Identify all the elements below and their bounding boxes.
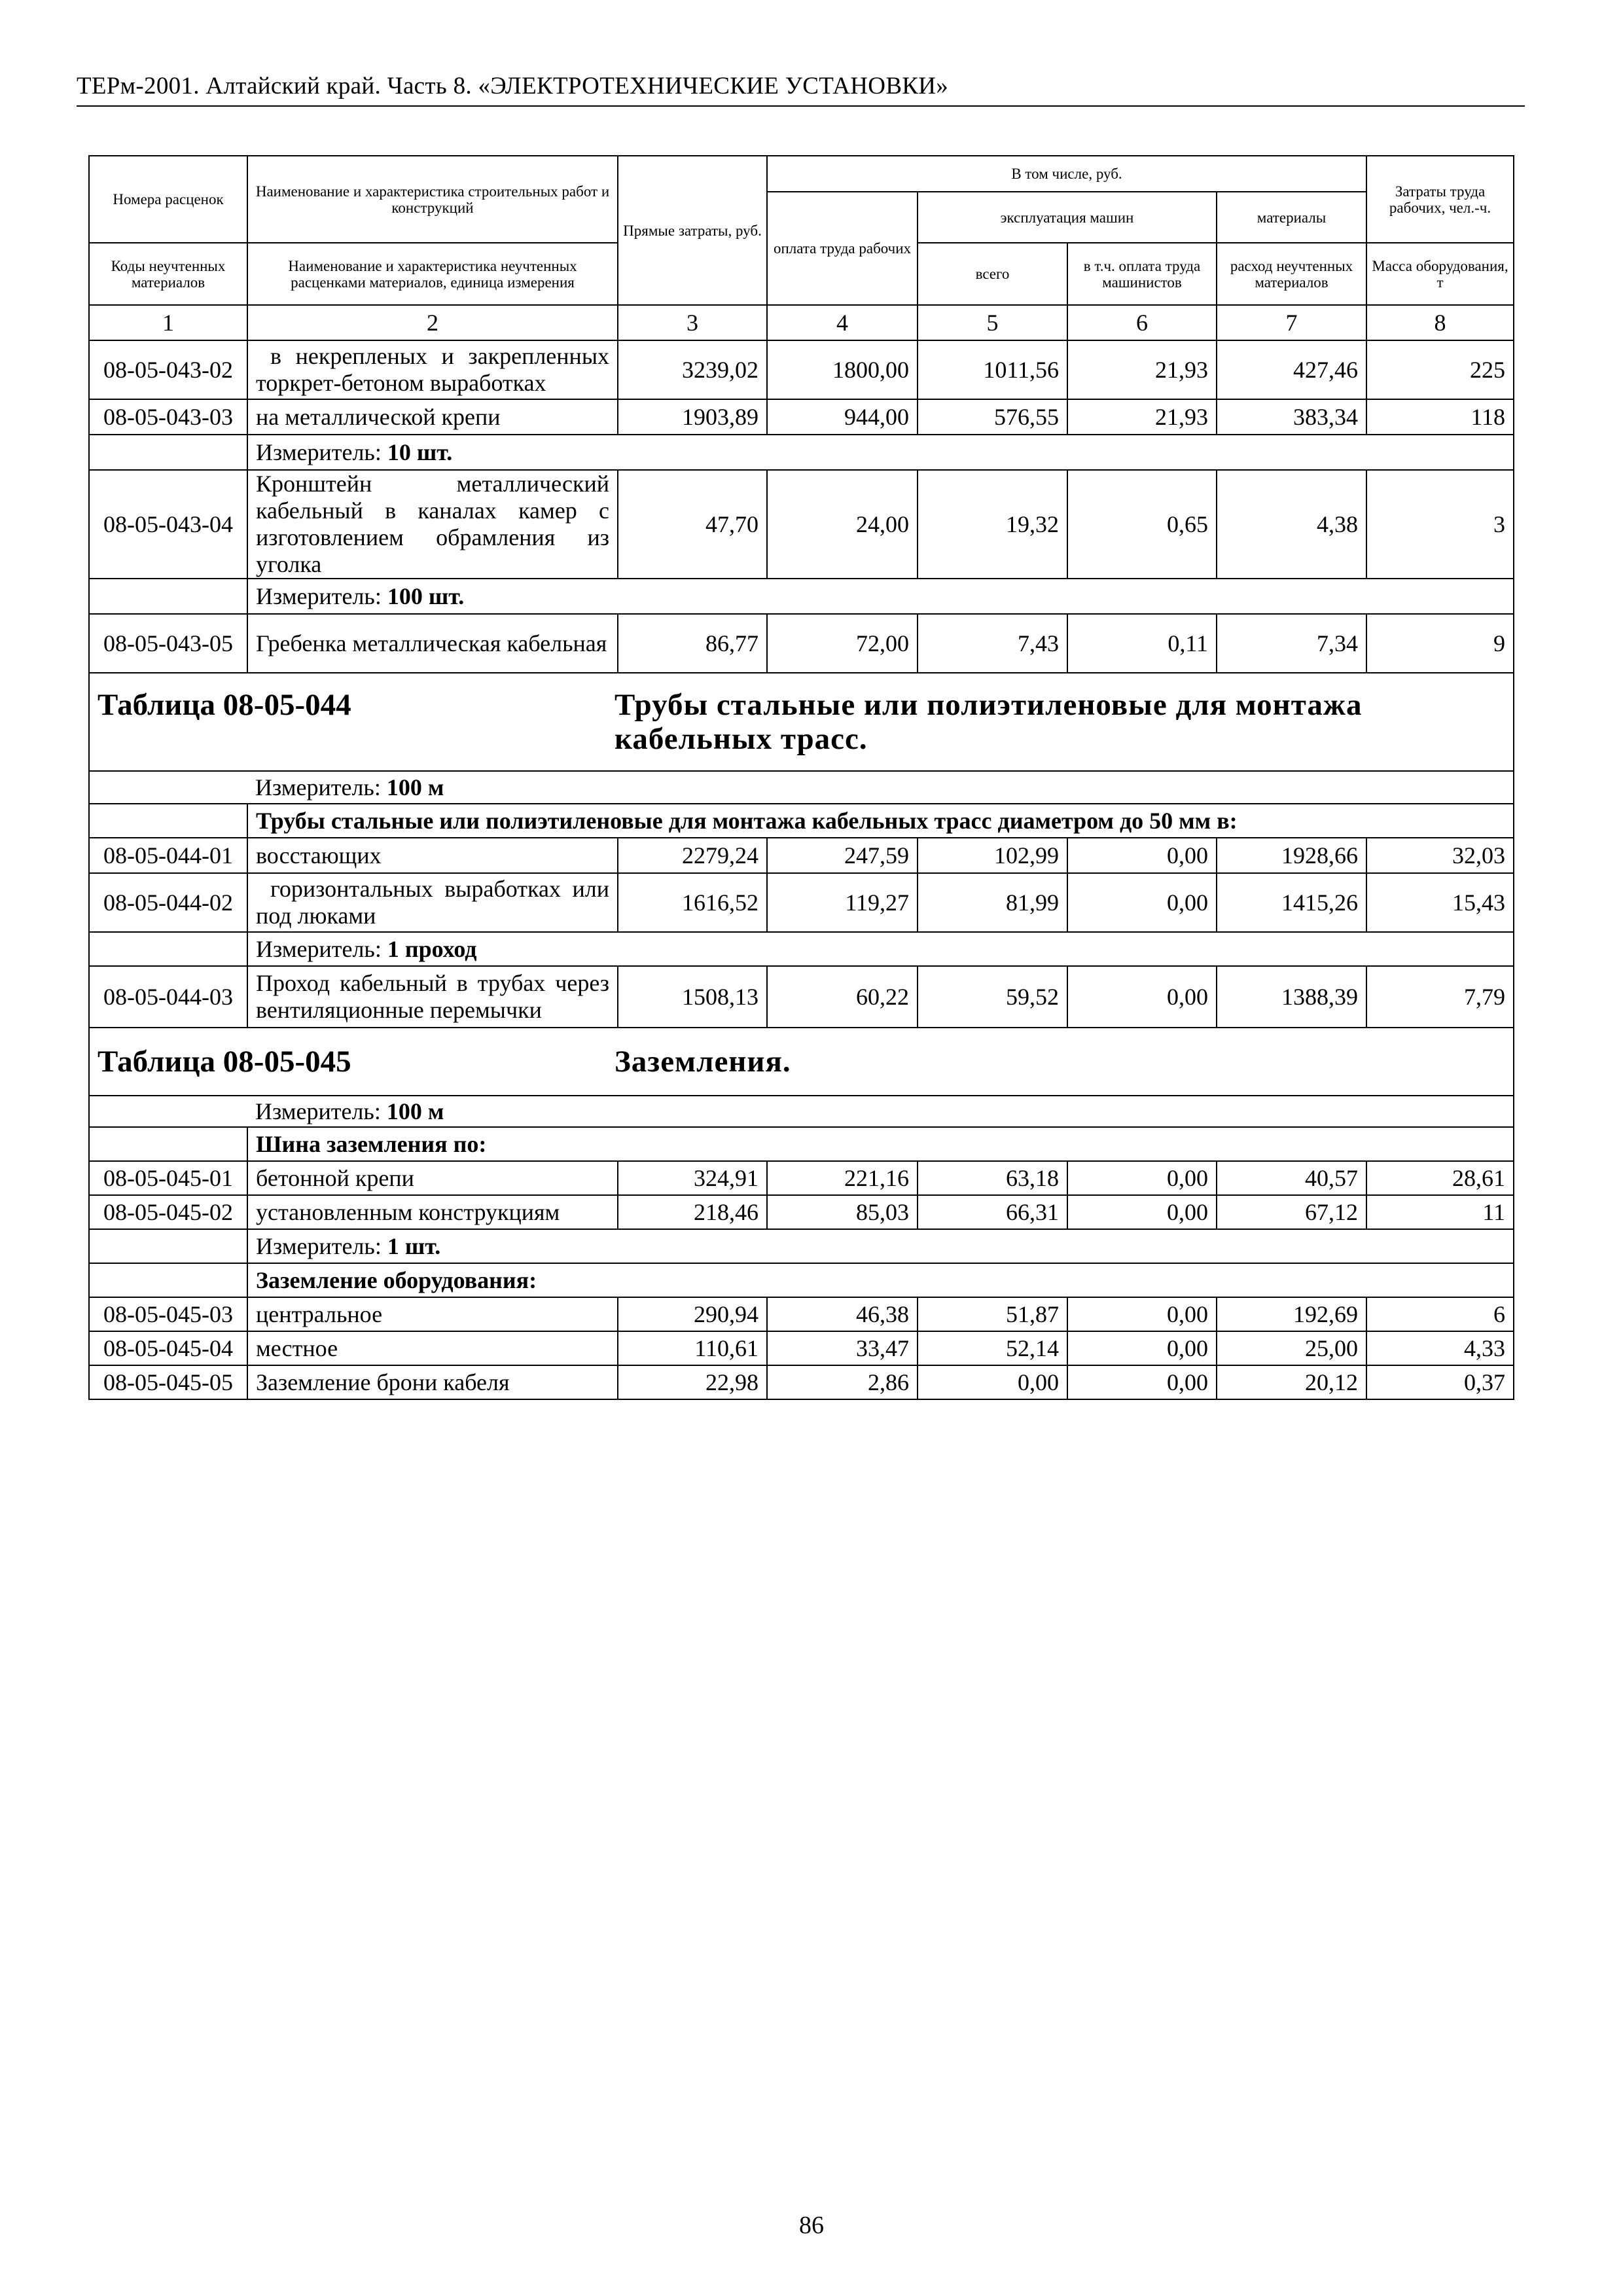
machinists-pay: 0,00 bbox=[1067, 966, 1217, 1028]
machinists-pay: 21,93 bbox=[1067, 340, 1217, 399]
labor-pay: 24,00 bbox=[767, 470, 918, 579]
table-number: Таблица 08-05-045 bbox=[98, 1045, 351, 1079]
measure-row bbox=[89, 435, 1514, 470]
measure-unit: Измеритель: 10 шт. bbox=[247, 435, 1514, 470]
direct-cost: 290,94 bbox=[618, 1297, 767, 1331]
labor-hours: 7,79 bbox=[1366, 966, 1514, 1028]
machines-total: 19,32 bbox=[918, 470, 1067, 579]
labor-hours: 32,03 bbox=[1366, 838, 1514, 873]
col-head-machines: эксплуатация машин bbox=[918, 192, 1217, 243]
page-number: 86 bbox=[799, 2212, 824, 2239]
direct-cost: 86,77 bbox=[618, 614, 767, 673]
machines-total: 576,55 bbox=[918, 399, 1067, 435]
table-row bbox=[89, 1331, 1514, 1365]
measure-row bbox=[89, 1096, 1514, 1127]
rate-name: в некрепленых и закрепленных торкрет-бетоном выработках bbox=[247, 340, 618, 399]
rate-name: восстающих bbox=[247, 838, 618, 873]
header-row-1 bbox=[89, 156, 1514, 192]
labor-hours: 3 bbox=[1366, 470, 1514, 579]
direct-cost: 218,46 bbox=[618, 1195, 767, 1229]
labor-hours: 28,61 bbox=[1366, 1161, 1514, 1195]
rate-code: 08-05-045-02 bbox=[89, 1195, 247, 1229]
col-number: 8 bbox=[1366, 305, 1514, 340]
labor-hours: 6 bbox=[1366, 1297, 1514, 1331]
materials-cost: 67,12 bbox=[1217, 1195, 1366, 1229]
group-title: Шина заземления по: bbox=[247, 1127, 1514, 1161]
materials-cost: 427,46 bbox=[1217, 340, 1366, 399]
machinists-pay: 0,65 bbox=[1067, 470, 1217, 579]
col-number: 2 bbox=[247, 305, 618, 340]
col-head-labor-pay: оплата труда рабочих bbox=[767, 192, 918, 305]
materials-cost: 25,00 bbox=[1217, 1331, 1366, 1365]
direct-cost: 1903,89 bbox=[618, 399, 767, 435]
price-table bbox=[88, 155, 1514, 1400]
col-number: 1 bbox=[89, 305, 247, 340]
machinists-pay: 0,00 bbox=[1067, 1297, 1217, 1331]
materials-cost: 1388,39 bbox=[1217, 966, 1366, 1028]
measure-row bbox=[89, 579, 1514, 614]
column-numbers-row bbox=[89, 305, 1514, 340]
labor-pay: 46,38 bbox=[767, 1297, 918, 1331]
machines-total: 102,99 bbox=[918, 838, 1067, 873]
labor-pay: 944,00 bbox=[767, 399, 918, 435]
direct-cost: 2279,24 bbox=[618, 838, 767, 873]
measure-row bbox=[89, 771, 1514, 804]
materials-cost: 20,12 bbox=[1217, 1365, 1366, 1399]
table-title: Трубы стальные или полиэтиленовые для монтажа кабельных трасс. bbox=[615, 688, 1363, 756]
col-head-total: всего bbox=[918, 243, 1067, 305]
materials-cost: 192,69 bbox=[1217, 1297, 1366, 1331]
labor-pay: 2,86 bbox=[767, 1365, 918, 1399]
labor-hours: 4,33 bbox=[1366, 1331, 1514, 1365]
direct-cost: 110,61 bbox=[618, 1331, 767, 1365]
table-row bbox=[89, 399, 1514, 435]
col-number: 4 bbox=[767, 305, 918, 340]
group-row bbox=[89, 1263, 1514, 1297]
machines-total: 52,14 bbox=[918, 1331, 1067, 1365]
labor-pay: 119,27 bbox=[767, 873, 918, 932]
col-number: 5 bbox=[918, 305, 1067, 340]
col-head-direct: Прямые затраты, руб. bbox=[618, 156, 767, 305]
rate-name: местное bbox=[247, 1331, 618, 1365]
rate-code: 08-05-045-01 bbox=[89, 1161, 247, 1195]
labor-hours: 225 bbox=[1366, 340, 1514, 399]
group-title: Трубы стальные или полиэтиленовые для монтажа кабельных трасс диаметром до 50 мм в: bbox=[247, 804, 1514, 838]
table-row bbox=[89, 1195, 1514, 1229]
rate-code: 08-05-043-04 bbox=[89, 470, 247, 579]
col-number: 7 bbox=[1217, 305, 1366, 340]
machinists-pay: 0,00 bbox=[1067, 873, 1217, 932]
direct-cost: 22,98 bbox=[618, 1365, 767, 1399]
col-number: 6 bbox=[1067, 305, 1217, 340]
direct-cost: 324,91 bbox=[618, 1161, 767, 1195]
rate-name: горизонтальных выработках или под люками bbox=[247, 873, 618, 932]
rate-name: Заземление брони кабеля bbox=[247, 1365, 618, 1399]
rate-name: бетонной крепи bbox=[247, 1161, 618, 1195]
labor-pay: 1800,00 bbox=[767, 340, 918, 399]
rate-name: установленным конструкциям bbox=[247, 1195, 618, 1229]
labor-pay: 247,59 bbox=[767, 838, 918, 873]
measure-unit: Измеритель: 100 шт. bbox=[247, 579, 1514, 614]
running-header: ТЕРм-2001. Алтайский край. Часть 8. «ЭЛЕКТРОТЕХНИЧЕСКИЕ УСТАНОВКИ» bbox=[77, 72, 1525, 107]
materials-cost: 40,57 bbox=[1217, 1161, 1366, 1195]
table-title: Заземления. bbox=[615, 1045, 791, 1079]
group-title: Заземление оборудования: bbox=[247, 1263, 1514, 1297]
materials-cost: 7,34 bbox=[1217, 614, 1366, 673]
col-head-mat-names: Наименование и характеристика неучтенных расценками материалов, единица измерения bbox=[247, 243, 618, 305]
table-row bbox=[89, 1365, 1514, 1399]
group-row bbox=[89, 1127, 1514, 1161]
measure-row bbox=[89, 1229, 1514, 1263]
labor-hours: 9 bbox=[1366, 614, 1514, 673]
table-row bbox=[89, 340, 1514, 399]
col-head-name: Наименование и характеристика строительных работ и конструкций bbox=[247, 156, 618, 243]
direct-cost: 47,70 bbox=[618, 470, 767, 579]
rate-code: 08-05-044-01 bbox=[89, 838, 247, 873]
table-row bbox=[89, 1297, 1514, 1331]
measure-row bbox=[89, 932, 1514, 966]
col-head-labor: Затраты труда рабочих, чел.-ч. bbox=[1366, 156, 1514, 243]
rate-name: Кронштейн металлический кабельный в каналах камер с изготовлением обрамления из уголка bbox=[247, 470, 618, 579]
machinists-pay: 0,11 bbox=[1067, 614, 1217, 673]
machines-total: 7,43 bbox=[918, 614, 1067, 673]
rate-code: 08-05-044-02 bbox=[89, 873, 247, 932]
labor-pay: 60,22 bbox=[767, 966, 918, 1028]
col-head-mass: Масса оборудования, т bbox=[1366, 243, 1514, 305]
measure-unit: Измеритель: 1 проход bbox=[247, 932, 1514, 966]
rate-name: Гребенка металлическая кабельная bbox=[247, 614, 618, 673]
table-heading-row bbox=[89, 1028, 1514, 1096]
materials-cost: 1928,66 bbox=[1217, 838, 1366, 873]
labor-pay: 221,16 bbox=[767, 1161, 918, 1195]
rate-name: Проход кабельный в трубах через вентиляционные перемычки bbox=[247, 966, 618, 1028]
labor-pay: 72,00 bbox=[767, 614, 918, 673]
machinists-pay: 0,00 bbox=[1067, 1365, 1217, 1399]
labor-hours: 0,37 bbox=[1366, 1365, 1514, 1399]
col-head-mat-codes: Коды неучтенных материалов bbox=[89, 243, 247, 305]
table-heading-row bbox=[89, 673, 1514, 771]
group-row bbox=[89, 804, 1514, 838]
rate-code: 08-05-045-03 bbox=[89, 1297, 247, 1331]
machines-total: 51,87 bbox=[918, 1297, 1067, 1331]
materials-cost: 1415,26 bbox=[1217, 873, 1366, 932]
machines-total: 59,52 bbox=[918, 966, 1067, 1028]
measure-unit: Измеритель: 100 м bbox=[247, 771, 1514, 804]
labor-pay: 85,03 bbox=[767, 1195, 918, 1229]
machinists-pay: 21,93 bbox=[1067, 399, 1217, 435]
col-number: 3 bbox=[618, 305, 767, 340]
col-head-incl-drivers: в т.ч. оплата труда машинистов bbox=[1067, 243, 1217, 305]
col-head-code: Номера расценок bbox=[89, 156, 247, 243]
machines-total: 81,99 bbox=[918, 873, 1067, 932]
table-row bbox=[89, 614, 1514, 673]
rate-code: 08-05-043-05 bbox=[89, 614, 247, 673]
machines-total: 1011,56 bbox=[918, 340, 1067, 399]
col-head-incl: В том числе, руб. bbox=[767, 156, 1366, 192]
machines-total: 66,31 bbox=[918, 1195, 1067, 1229]
labor-pay: 33,47 bbox=[767, 1331, 918, 1365]
labor-hours: 15,43 bbox=[1366, 873, 1514, 932]
rate-code: 08-05-043-03 bbox=[89, 399, 247, 435]
measure-unit: Измеритель: 1 шт. bbox=[247, 1229, 1514, 1263]
labor-hours: 11 bbox=[1366, 1195, 1514, 1229]
rate-code: 08-05-045-04 bbox=[89, 1331, 247, 1365]
rate-code: 08-05-044-03 bbox=[89, 966, 247, 1028]
direct-cost: 1616,52 bbox=[618, 873, 767, 932]
direct-cost: 1508,13 bbox=[618, 966, 767, 1028]
table-row bbox=[89, 1161, 1514, 1195]
measure-unit: Измеритель: 100 м bbox=[247, 1096, 1514, 1127]
machinists-pay: 0,00 bbox=[1067, 838, 1217, 873]
labor-hours: 118 bbox=[1366, 399, 1514, 435]
machinists-pay: 0,00 bbox=[1067, 1331, 1217, 1365]
machines-total: 0,00 bbox=[918, 1365, 1067, 1399]
materials-cost: 383,34 bbox=[1217, 399, 1366, 435]
machinists-pay: 0,00 bbox=[1067, 1195, 1217, 1229]
table-row bbox=[89, 838, 1514, 873]
machines-total: 63,18 bbox=[918, 1161, 1067, 1195]
col-head-materials: материалы bbox=[1217, 192, 1366, 243]
rate-name: центральное bbox=[247, 1297, 618, 1331]
table-number: Таблица 08-05-044 bbox=[98, 688, 351, 722]
rate-name: на металлической крепи bbox=[247, 399, 618, 435]
direct-cost: 3239,02 bbox=[618, 340, 767, 399]
table-row bbox=[89, 873, 1514, 932]
rate-code: 08-05-045-05 bbox=[89, 1365, 247, 1399]
machinists-pay: 0,00 bbox=[1067, 1161, 1217, 1195]
col-head-mat-consumption: расход неучтенных материалов bbox=[1217, 243, 1366, 305]
table-row bbox=[89, 966, 1514, 1028]
table-row bbox=[89, 470, 1514, 579]
rate-code: 08-05-043-02 bbox=[89, 340, 247, 399]
materials-cost: 4,38 bbox=[1217, 470, 1366, 579]
